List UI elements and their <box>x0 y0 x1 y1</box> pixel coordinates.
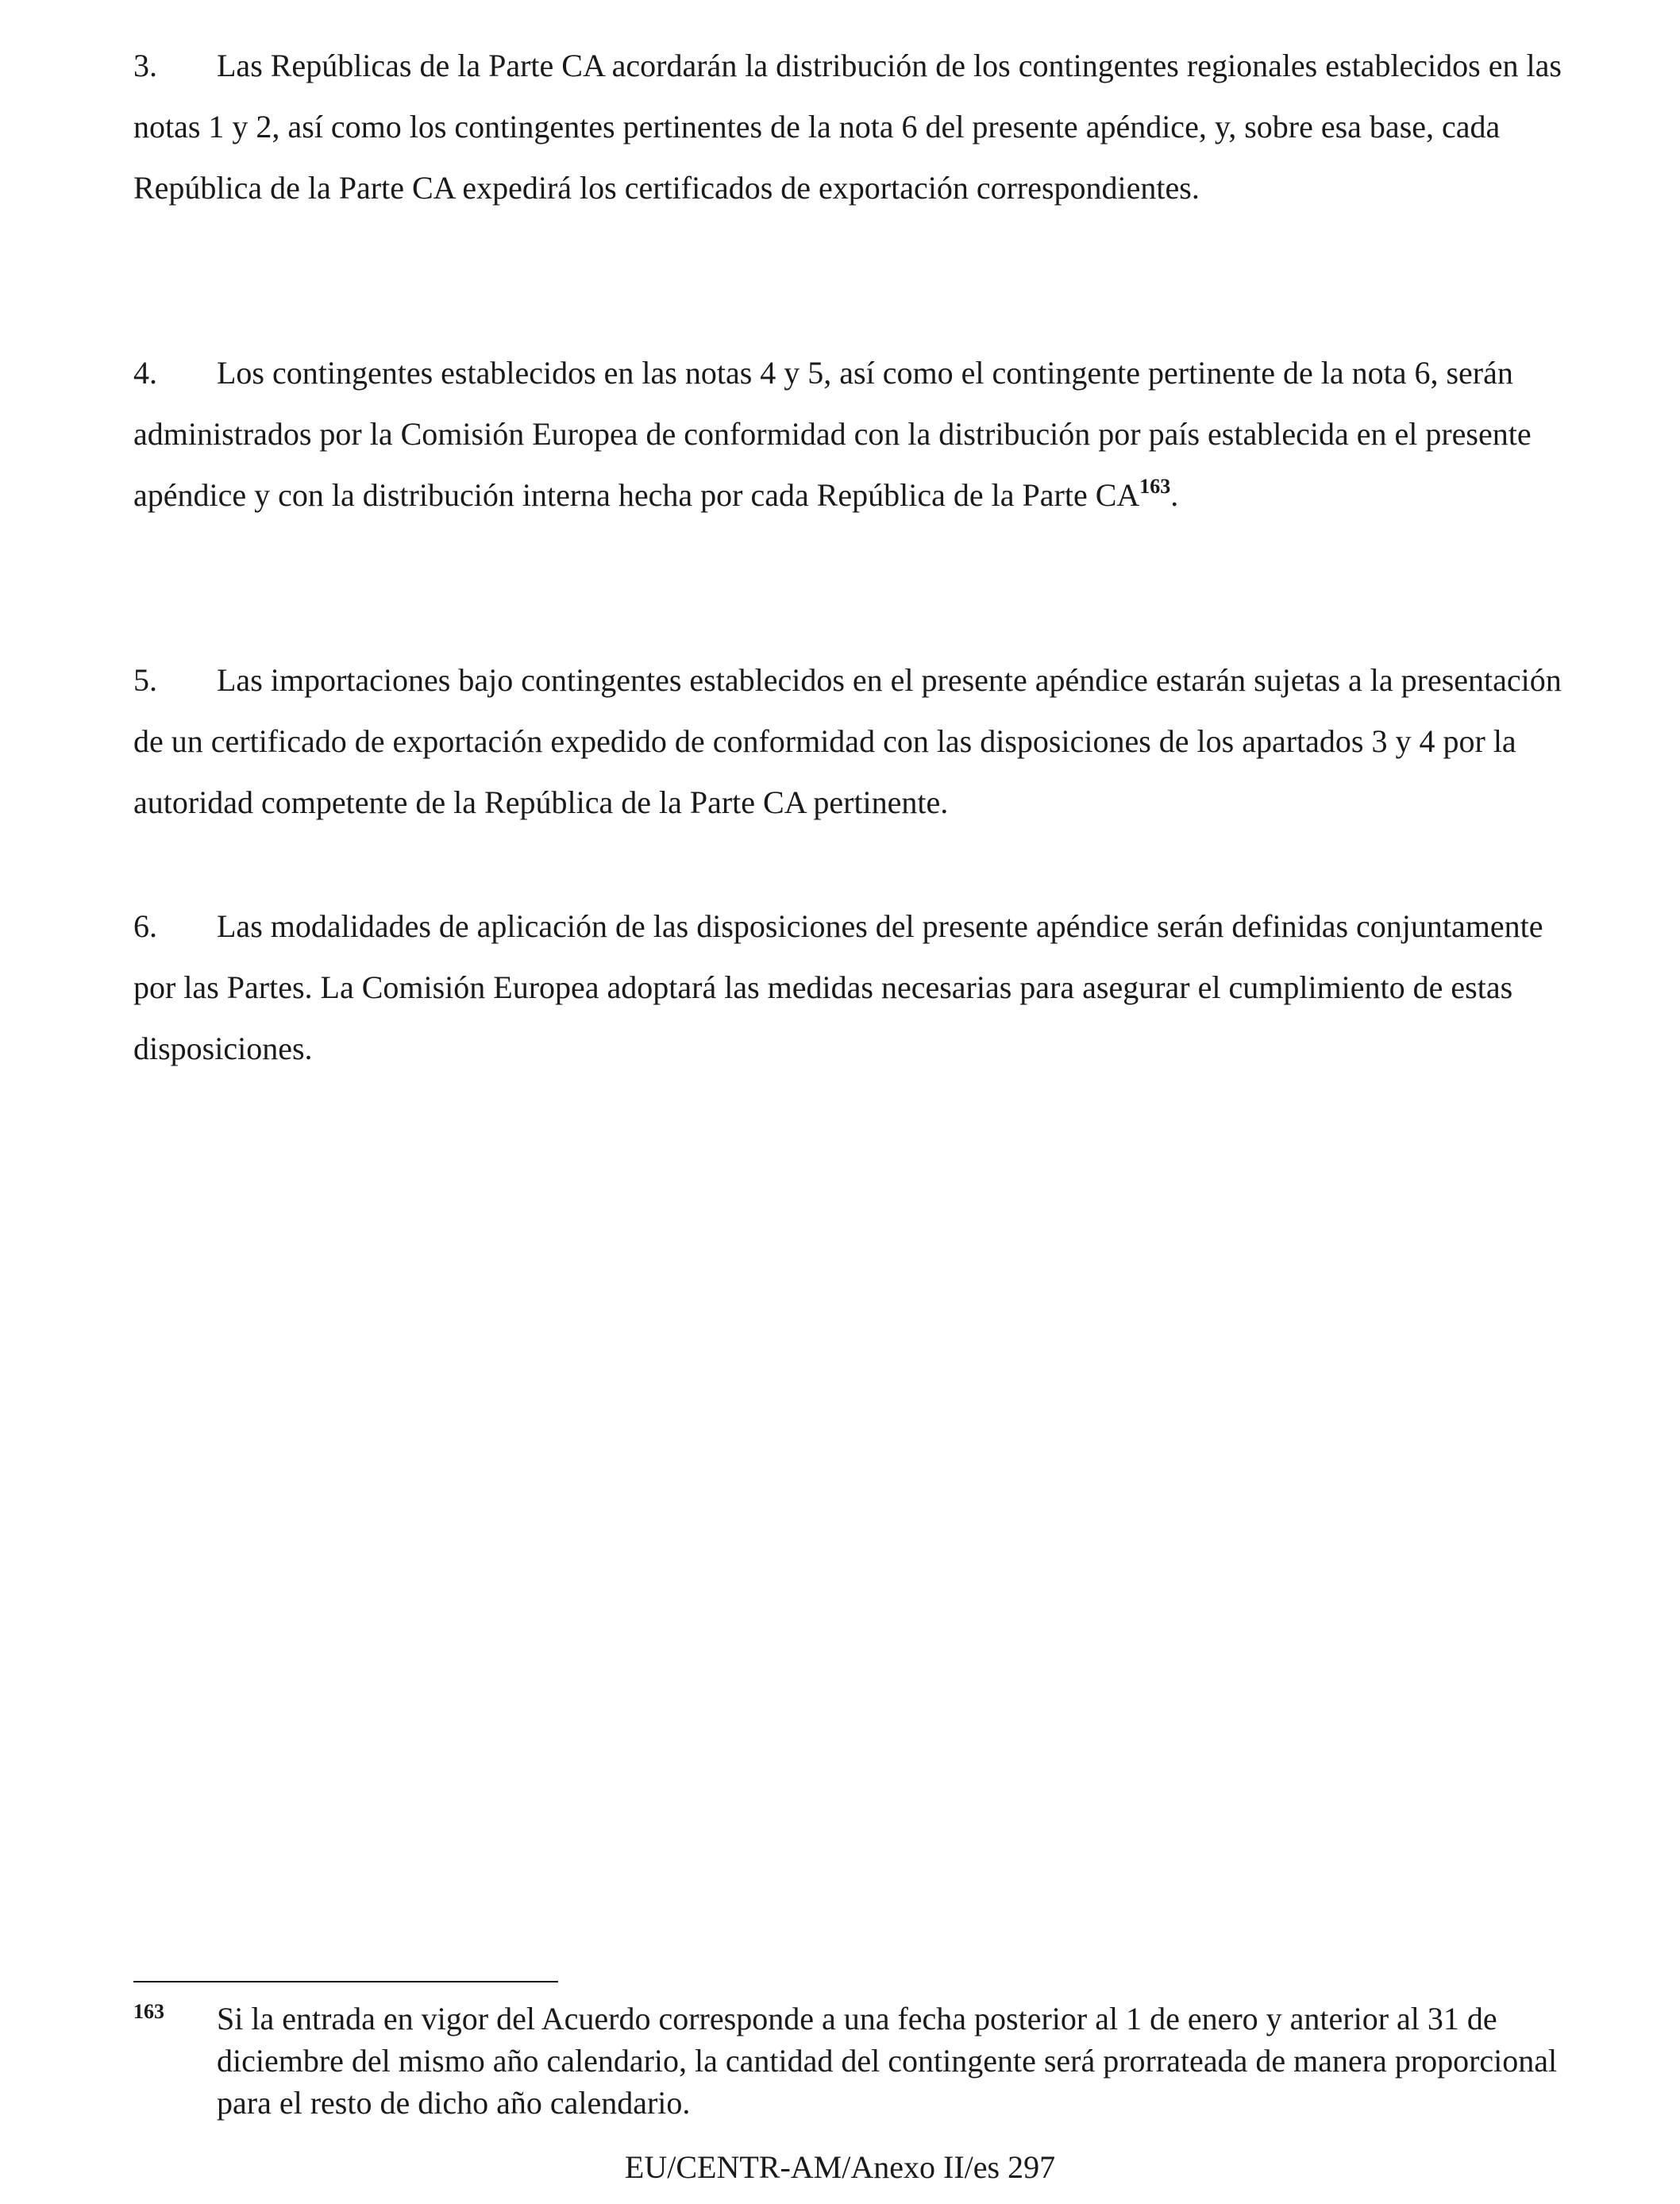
footnote-separator <box>133 1981 558 1982</box>
paragraph-6 <box>133 896 1562 1079</box>
page-footer: EU/CENTR-AM/Anexo II/es 297 <box>624 2149 1056 2185</box>
paragraph-number: 6. <box>133 908 157 944</box>
paragraph-number: 3. <box>133 48 157 83</box>
paragraph-5 <box>133 649 1562 833</box>
paragraph-number: 4. <box>133 355 157 391</box>
paragraph-text: Las modalidades de aplicación de las disposiciones del presente apéndice serán definidas conjuntamente por las Partes. La Comisión Europea adoptará las medidas necesarias para asegurar el cumplimiento de estas disposiciones. <box>133 908 1543 1066</box>
paragraph-text-end: . <box>1170 477 1179 513</box>
paragraph-number: 5. <box>133 662 157 698</box>
paragraph-text: Los contingentes establecidos en las notas 4 y 5, así como el contingente pertinente de la nota 6, serán administrados por la Comisión Europea de conformidad con la distribución por país establecida en el presente apéndice y con la distribución interna hecha por cada República de la Parte CA <box>133 355 1532 513</box>
paragraph-4 <box>133 342 1562 526</box>
paragraph-3 <box>133 35 1562 218</box>
footnote-text: Si la entrada en vigor del Acuerdo corresponde a una fecha posterior al 1 de enero y anterior al 31 de diciembre del mismo año calendario, la cantidad del contingente será prorrateada de manera proporcional para el resto de dicho año calendario. <box>217 2001 1558 2121</box>
paragraph-text: Las Repúblicas de la Parte CA acordarán la distribución de los contingentes regionales establecidos en las notas 1 y 2, así como los contingentes pertinentes de la nota 6 del presente apéndice, y, sobre esa base, cada República de la Parte CA expedirá los certificados de exportación correspondientes. <box>133 48 1562 206</box>
footnote-reference[interactable]: 163 <box>1139 475 1171 498</box>
paragraph-text: Las importaciones bajo contingentes establecidos en el presente apéndice estarán sujetas a la presentación de un certificado de exportación expedido de conformidad con las disposiciones de los apartados 3 y 4 por la autoridad competente de la República de la Parte CA pertinente. <box>133 662 1562 820</box>
footnote-number: 163 <box>133 2000 164 2023</box>
